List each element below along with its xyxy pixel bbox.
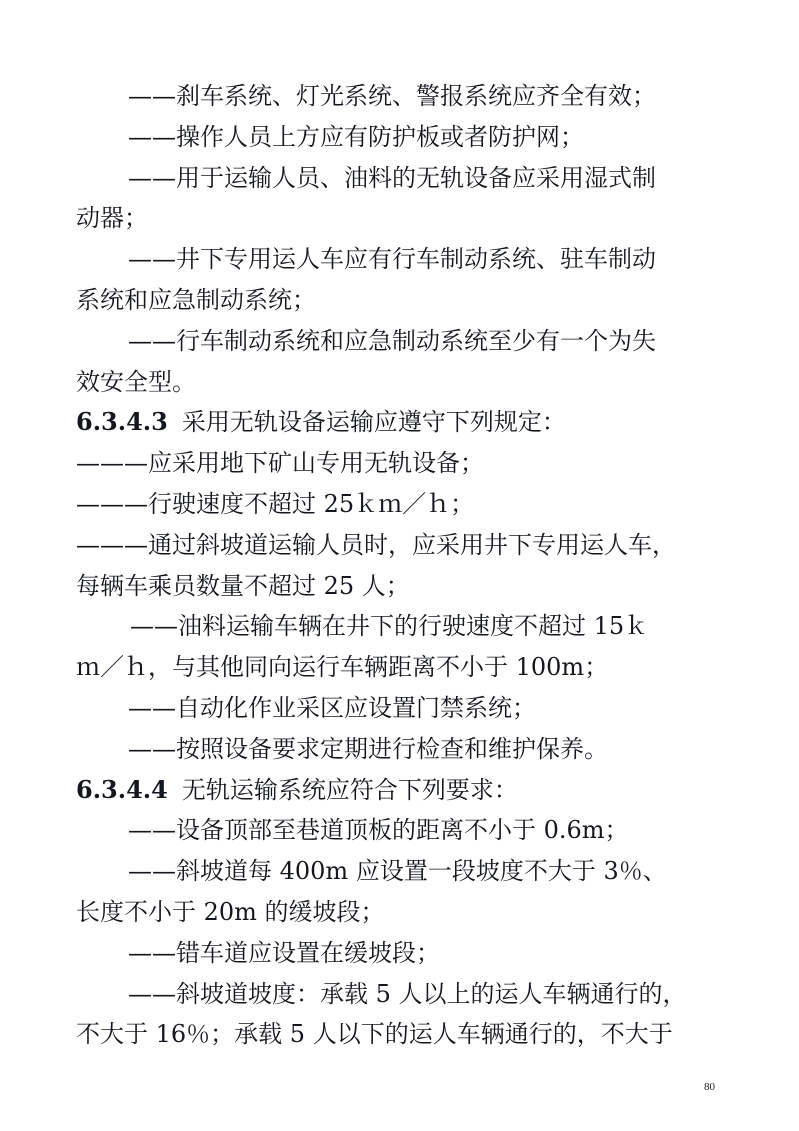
text-line: ——操作人员上方应有防护板或者防护网；: [128, 122, 584, 151]
section-heading: [76, 770, 726, 811]
text-line: 不大于 16％；承载 5 人以下的运人车辆通行的，不大于: [76, 1020, 673, 1049]
text-line: 系统和应急制动系统；: [76, 285, 316, 314]
document-body: [76, 76, 726, 1055]
section-title: 无轨运输系统应符合下列要求：: [181, 775, 518, 804]
page-number: 80: [704, 1081, 715, 1093]
text-line: ——行车制动系统和应急制动系统至少有一个为失: [128, 326, 656, 355]
text-line: ———行驶速度不超过 25ｋｍ／ｈ；: [76, 489, 475, 518]
text-line: 每辆车乘员数量不超过 25 人；: [76, 571, 410, 600]
text-line: ——井下专用运人车应有行车制动系统、驻车制动: [128, 245, 656, 274]
text-line: ——刹车系统、灯光系统、警报系统应齐全有效；: [128, 82, 656, 110]
text-line: ——设备顶部至巷道顶板的距离不小于 0.6m；: [128, 816, 629, 845]
text-line: ———应采用地下矿山专用无轨设备；: [76, 449, 484, 478]
text-line: 动器；: [76, 204, 148, 233]
text-line: ——按照设备要求定期进行检查和维护保养。: [128, 734, 608, 763]
text-line: ——斜坡道每 400m 应设置一段坡度不大于 3％、: [128, 857, 667, 886]
section-heading: [76, 402, 726, 443]
text-line: 效安全型。: [76, 367, 196, 396]
text-line: ——用于运输人员、油料的无轨设备应采用湿式制: [128, 163, 656, 192]
text-line: ——错车道应设置在缓坡段；: [128, 938, 440, 967]
text-line: ——斜坡道坡度：承载 5 人以上的运人车辆通行的，: [128, 979, 687, 1008]
section-title: 采用无轨设备运输应遵守下列规定：: [181, 408, 566, 437]
text-line: ——自动化作业采区应设置门禁系统；: [128, 693, 536, 722]
section-number: 6.3.4.4: [76, 774, 168, 804]
text-line: ｍ／ｈ，与其他同向运行车辆距离不小于 100m；: [76, 653, 609, 682]
section-number: 6.3.4.3: [76, 407, 168, 437]
text-line: ——油料运输车辆在井下的行驶速度不超过 15ｋ: [130, 612, 649, 641]
text-line: ———通过斜坡道运输人员时，应采用井下专用运人车，: [76, 530, 676, 559]
text-line: 长度不小于 20m 的缓坡段；: [76, 897, 385, 926]
